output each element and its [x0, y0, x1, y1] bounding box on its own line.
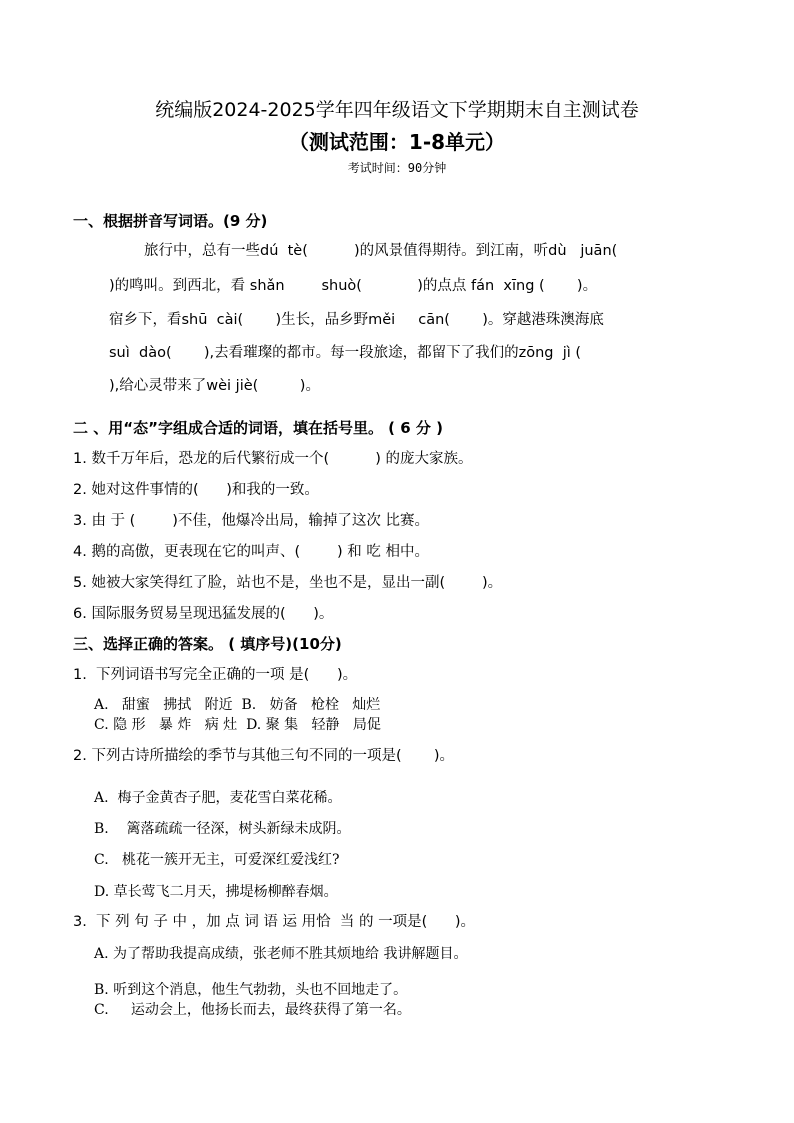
option-line: B. 听到这个消息，他生气勃勃，头也不回地走了。: [94, 982, 408, 998]
option-line: A. 甜蜜 拂拭 附近 B. 妨备 枪栓 灿烂: [94, 697, 381, 713]
passage-line: suì dào( ),去看璀璨的都市。每一段旅途，都留下了我们的zōng jì (: [109, 345, 582, 361]
passage-line: 宿乡下，看shū cài( )生长，品乡野měi cān( )。穿越港珠澳海底: [109, 312, 604, 328]
question-item: 6. 国际服务贸易呈现迅猛发展的( )。: [73, 606, 334, 622]
option-line: C. 隐 形 暴 炸 病 灶 D. 聚 集 轻静 局促: [94, 717, 381, 733]
option-line: C. 桃花一簇开无主，可爱深红爱浅红?: [94, 852, 340, 868]
question-stem: 1. 下列词语书写完全正确的一项 是( )。: [73, 667, 358, 683]
question-stem: 2. 下列古诗所描绘的季节与其他三句不同的一项是( )。: [73, 748, 455, 764]
exam-title: 统编版2024-2025学年四年级语文下学期期末自主测试卷: [155, 99, 639, 121]
question-item: 3. 由 于 ( )不佳，他爆冷出局，输掉了这次 比赛。: [73, 513, 429, 529]
option-line: C. 运动会上，他扬长而去，最终获得了第一名。: [94, 1002, 411, 1018]
question-item: 5. 她被大家笑得红了脸，站也不是，坐也不是，显出一副( )。: [73, 575, 503, 591]
passage-line: )的鸣叫。到西北，看 shǎn shuò( )的点点 fán xīng ( )。: [109, 278, 598, 294]
question-item: 2. 她对这件事情的( )和我的一致。: [73, 482, 319, 498]
passage-line: ),给心灵带来了wèi jiè( )。: [109, 378, 320, 394]
option-line: A. 梅子金黄杏子肥，麦花雪白菜花稀。: [94, 790, 342, 806]
section-heading: 三、选择正确的答案。 ( 填序号)(10分): [73, 635, 342, 653]
option-line: A. 为了帮助我提高成绩，张老师不胜其烦地给 我讲解题目。: [94, 946, 468, 962]
option-line: B. 篱落疏疏一径深，树头新绿未成阴。: [94, 821, 351, 837]
passage-line: 旅行中，总有一些dú tè( )的风景值得期待。到江南，听dù juān(: [144, 243, 618, 259]
section-heading: 二 、用“态”字组成合适的词语，填在括号里。 ( 6 分 ): [73, 419, 443, 437]
question-item: 4. 鹅的高傲，更表现在它的叫声、( ) 和 吃 相中。: [73, 544, 429, 560]
question-stem: 3. 下 列 句 子 中 ，加 点 词 语 运 用恰 当 的 一项是( )。: [73, 914, 476, 930]
section-heading: 一、根据拼音写词语。(9 分): [73, 212, 268, 230]
exam-subtitle: （测试范围：1-8单元）: [288, 130, 506, 154]
question-item: 1. 数千万年后，恐龙的后代繁衍成一个( ) 的庞大家族。: [73, 451, 473, 467]
exam-time: 考试时间：90分钟: [347, 161, 447, 175]
option-line: D. 草长莺飞二月天，拂堤杨柳醉春烟。: [94, 884, 338, 900]
